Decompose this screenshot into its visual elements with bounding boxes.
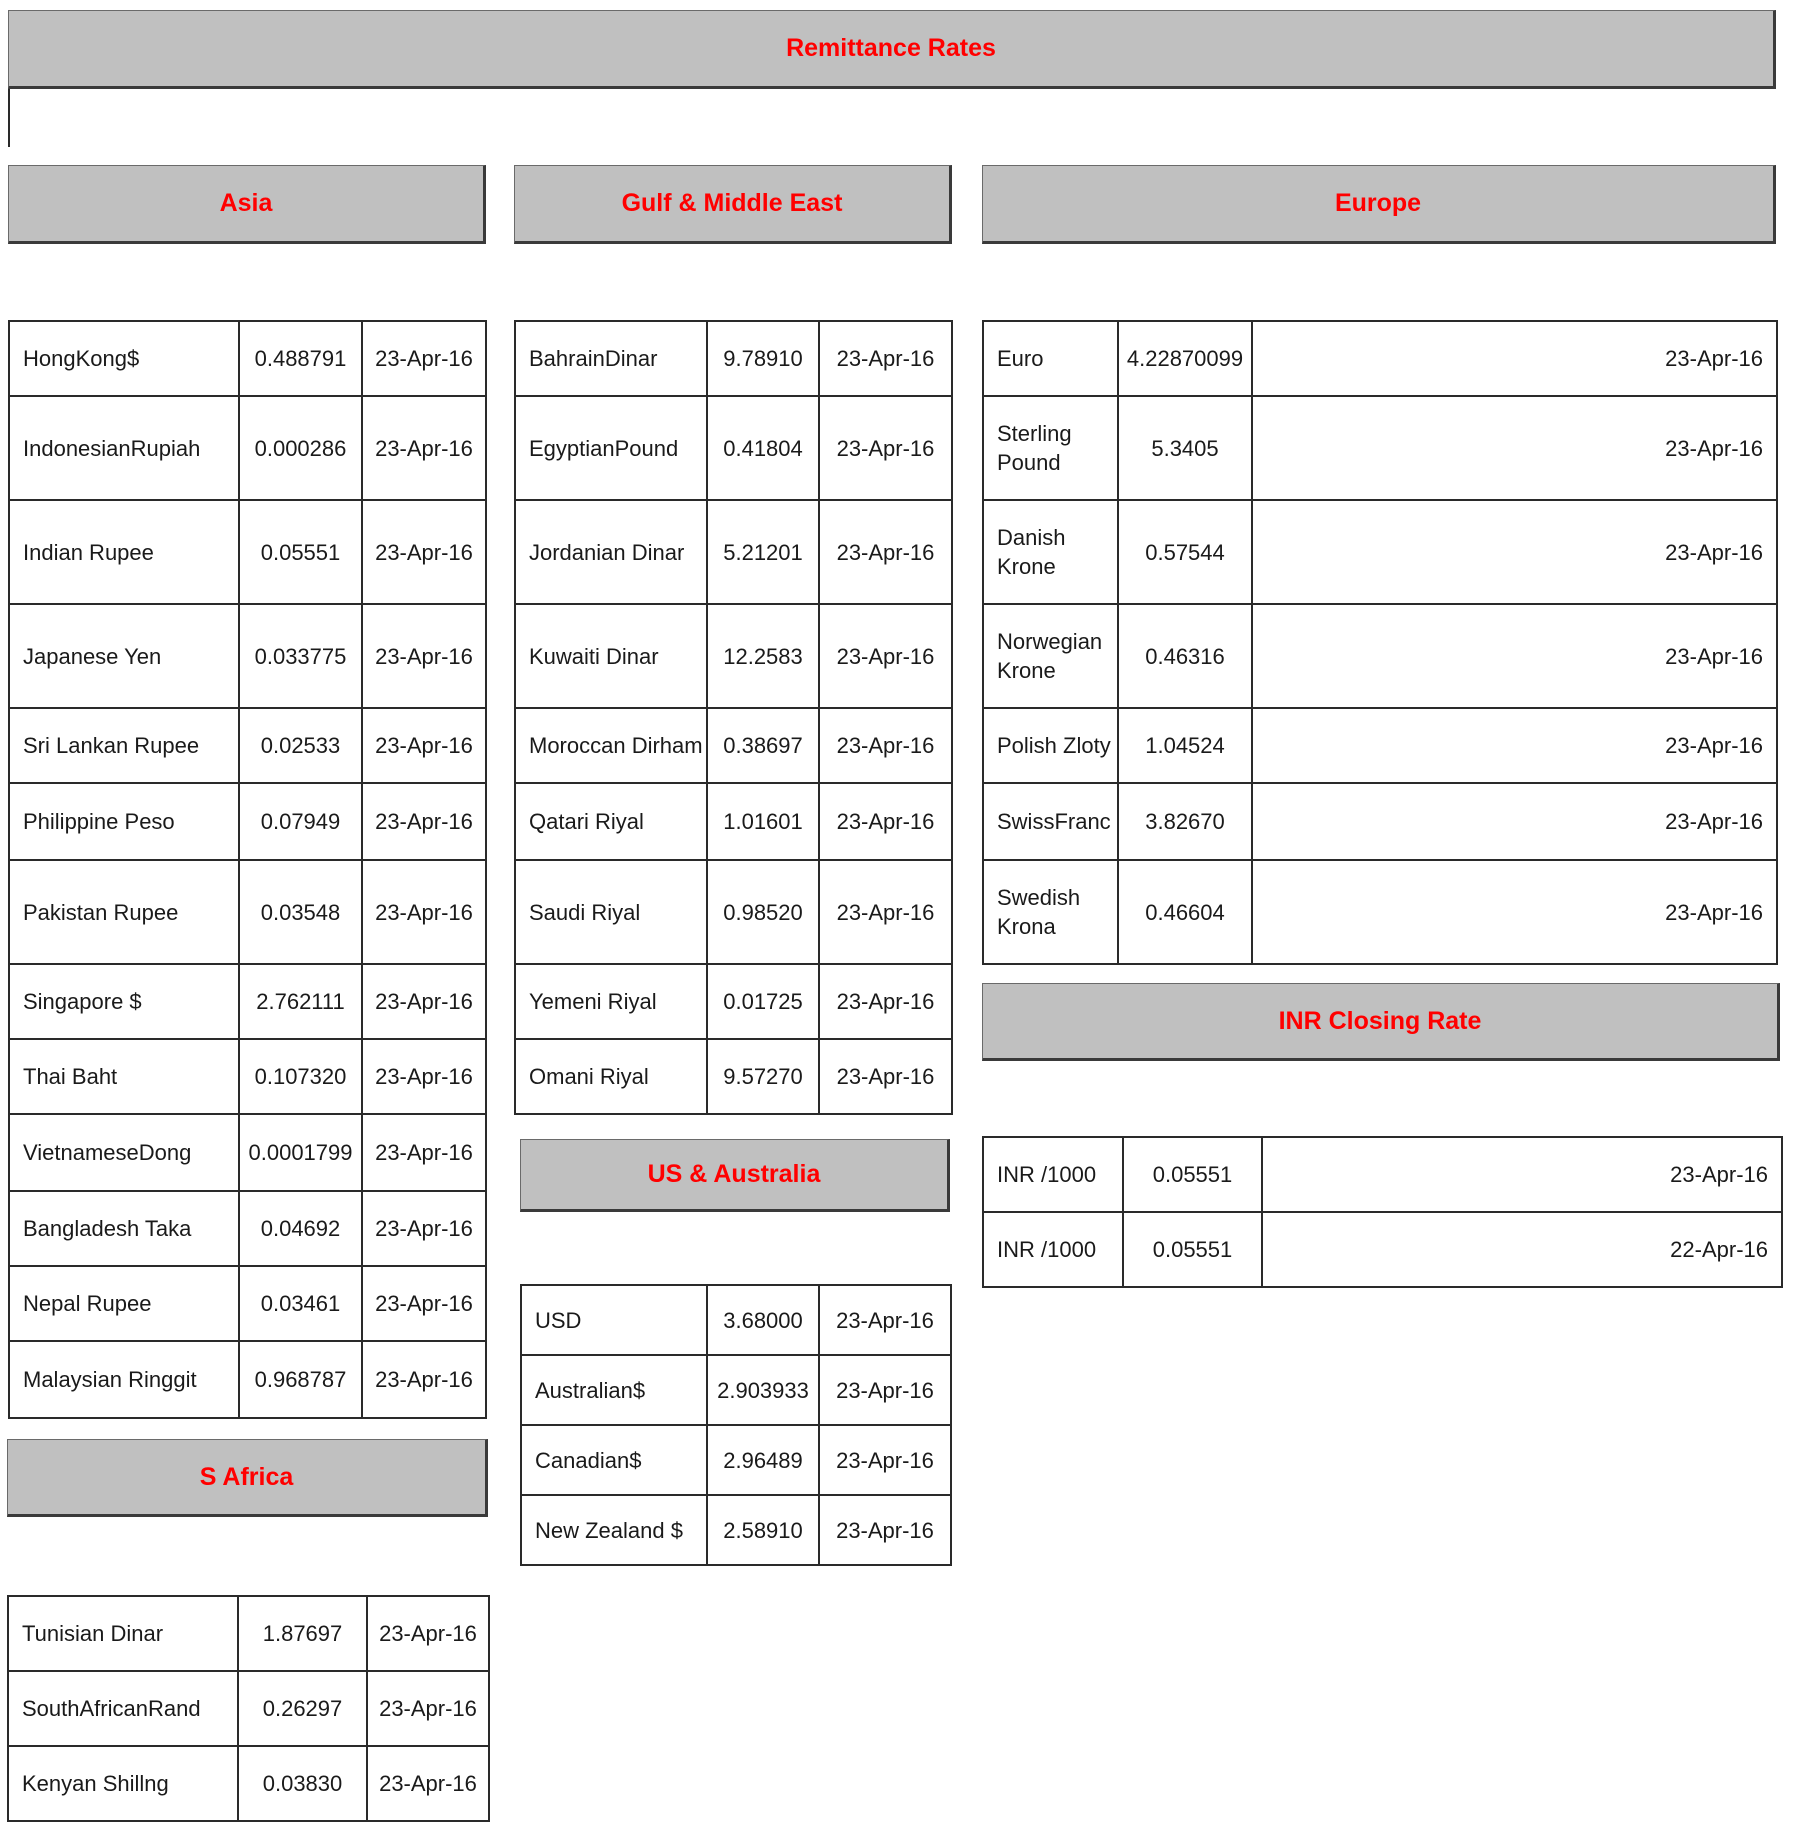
rate-value: 0.968787 [239,1341,362,1418]
rate-row [9,1266,486,1341]
rate-date: 23-Apr-16 [1252,708,1777,783]
currency-name: Moroccan Dirham [515,708,707,783]
section-title-gulf: Gulf & Middle East [621,189,843,217]
rate-date: 23-Apr-16 [362,964,486,1039]
section-title-us: US & Australia [647,1160,821,1188]
rate-value: 9.78910 [707,321,819,396]
europe-rates-body [983,321,1777,964]
rate-row [983,396,1777,500]
currency-name: Philippine Peso [9,783,239,860]
rate-date: 23-Apr-16 [367,1746,489,1821]
rate-value: 2.762111 [239,964,362,1039]
rate-row [521,1495,951,1565]
rate-date: 23-Apr-16 [1252,783,1777,860]
rate-value: 0.01725 [707,964,819,1039]
currency-name: Omani Riyal [515,1039,707,1114]
rate-row [8,1596,489,1671]
rate-value: 0.03461 [239,1266,362,1341]
rate-row [515,1039,952,1114]
currency-name: Sri Lankan Rupee [9,708,239,783]
europe-rates-table [982,320,1778,965]
rate-value: 0.98520 [707,860,819,964]
rate-date: 23-Apr-16 [1252,860,1777,964]
rate-row [983,1137,1782,1212]
rate-date: 23-Apr-16 [362,1039,486,1114]
rate-value: 0.57544 [1118,500,1252,604]
currency-name: Bangladesh Taka [9,1191,239,1266]
rate-row [9,964,486,1039]
currency-name: SouthAfricanRand [8,1671,238,1746]
us-rates-body [521,1285,951,1565]
rate-value: 0.488791 [239,321,362,396]
rate-row [983,321,1777,396]
rate-row [515,604,952,708]
asia-rates-table [8,320,487,1419]
rate-date: 23-Apr-16 [362,321,486,396]
currency-name: Danish Krone [983,500,1118,604]
rate-row [8,1671,489,1746]
section-title-inr: INR Closing Rate [1278,1006,1482,1035]
currency-name: Singapore $ [9,964,239,1039]
rate-value: 2.903933 [707,1355,819,1425]
currency-name: Thai Baht [9,1039,239,1114]
currency-name: EgyptianPound [515,396,707,500]
currency-name: Pakistan Rupee [9,860,239,964]
rate-row [983,500,1777,604]
rate-date: 23-Apr-16 [367,1596,489,1671]
section-header-asia [8,165,486,244]
rate-date: 23-Apr-16 [819,396,952,500]
rate-date: 23-Apr-16 [819,708,952,783]
rate-value: 3.82670 [1118,783,1252,860]
rate-row [515,500,952,604]
rate-date: 23-Apr-16 [362,396,486,500]
rate-row [9,1191,486,1266]
section-header-gulf [514,165,952,244]
rate-value: 4.22870099 [1118,321,1252,396]
inr-rates-body [983,1137,1782,1287]
currency-name: BahrainDinar [515,321,707,396]
rate-row [983,604,1777,708]
rate-date: 23-Apr-16 [1252,604,1777,708]
rate-date: 23-Apr-16 [819,1285,951,1355]
currency-name: Kuwaiti Dinar [515,604,707,708]
rate-row [9,783,486,860]
currency-name: Malaysian Ringgit [9,1341,239,1418]
currency-name: IndonesianRupiah [9,396,239,500]
section-header-europe [982,165,1776,244]
rate-date: 23-Apr-16 [819,1495,951,1565]
rate-row [9,860,486,964]
rate-date: 23-Apr-16 [819,1425,951,1495]
rate-row [515,860,952,964]
rate-value: 5.3405 [1118,396,1252,500]
currency-name: Saudi Riyal [515,860,707,964]
currency-name: VietnameseDong [9,1114,239,1191]
rate-value: 0.26297 [238,1671,367,1746]
rate-date: 22-Apr-16 [1262,1212,1782,1287]
rate-value: 1.01601 [707,783,819,860]
rate-value: 0.033775 [239,604,362,708]
rate-value: 0.05551 [1123,1212,1262,1287]
rate-date: 23-Apr-16 [362,500,486,604]
currency-name: Polish Zloty [983,708,1118,783]
rate-date: 23-Apr-16 [1252,500,1777,604]
rate-row [9,321,486,396]
rate-row [521,1355,951,1425]
rate-row [983,708,1777,783]
us-rates-table [520,1284,952,1566]
rate-value: 5.21201 [707,500,819,604]
rate-date: 23-Apr-16 [819,1355,951,1425]
rate-row [515,396,952,500]
page-title-text: Remittance Rates [786,34,996,62]
rate-row [9,500,486,604]
rate-value: 2.96489 [707,1425,819,1495]
rate-value: 0.03830 [238,1746,367,1821]
rate-row [515,321,952,396]
gulf-rates-body [515,321,952,1114]
rate-row [515,783,952,860]
rate-date: 23-Apr-16 [362,1341,486,1418]
rate-row [521,1285,951,1355]
rate-row [983,1212,1782,1287]
safrica-rates-body [8,1596,489,1821]
currency-name: Kenyan Shillng [8,1746,238,1821]
rate-row [515,708,952,783]
rate-date: 23-Apr-16 [362,604,486,708]
currency-name: Japanese Yen [9,604,239,708]
rate-row [9,1341,486,1418]
currency-name: Swedish Krona [983,860,1118,964]
rate-value: 0.04692 [239,1191,362,1266]
rate-date: 23-Apr-16 [819,1039,952,1114]
rate-value: 12.2583 [707,604,819,708]
rate-date: 23-Apr-16 [819,500,952,604]
rate-value: 0.02533 [239,708,362,783]
asia-rates-body [9,321,486,1418]
rate-date: 23-Apr-16 [1252,396,1777,500]
page-title [8,10,1776,89]
rate-row [9,1114,486,1191]
rate-date: 23-Apr-16 [819,321,952,396]
currency-name: Nepal Rupee [9,1266,239,1341]
currency-name: New Zealand $ [521,1495,707,1565]
rate-date: 23-Apr-16 [362,708,486,783]
currency-name: HongKong$ [9,321,239,396]
rate-row [9,1039,486,1114]
rate-date: 23-Apr-16 [819,860,952,964]
currency-name: Qatari Riyal [515,783,707,860]
section-header-inr [982,983,1780,1061]
rate-date: 23-Apr-16 [362,1191,486,1266]
currency-name: Tunisian Dinar [8,1596,238,1671]
rate-value: 0.07949 [239,783,362,860]
currency-name: Jordanian Dinar [515,500,707,604]
rate-row [8,1746,489,1821]
section-title-europe: Europe [1334,189,1422,217]
rate-date: 23-Apr-16 [1262,1137,1782,1212]
rate-row [983,860,1777,964]
safrica-rates-table [7,1595,490,1822]
currency-name: SwissFranc [983,783,1118,860]
rate-value: 0.0001799 [239,1114,362,1191]
rate-date: 23-Apr-16 [819,783,952,860]
rate-row [9,604,486,708]
rate-row [9,708,486,783]
rate-value: 0.46316 [1118,604,1252,708]
rate-value: 1.04524 [1118,708,1252,783]
currency-name: Euro [983,321,1118,396]
currency-name: INR /1000 [983,1137,1123,1212]
rate-date: 23-Apr-16 [362,783,486,860]
section-title-asia: Asia [219,189,273,217]
rate-value: 0.000286 [239,396,362,500]
rate-value: 1.87697 [238,1596,367,1671]
rate-row [9,396,486,500]
rate-row [983,783,1777,860]
currency-name: INR /1000 [983,1212,1123,1287]
rate-value: 9.57270 [707,1039,819,1114]
currency-name: Canadian$ [521,1425,707,1495]
rate-row [521,1425,951,1495]
rate-value: 0.41804 [707,396,819,500]
currency-name: Sterling Pound [983,396,1118,500]
rate-value: 0.03548 [239,860,362,964]
rate-row [515,964,952,1039]
rate-date: 23-Apr-16 [819,604,952,708]
rate-value: 0.38697 [707,708,819,783]
rate-date: 23-Apr-16 [362,860,486,964]
currency-name: Yemeni Riyal [515,964,707,1039]
rate-date: 23-Apr-16 [367,1671,489,1746]
rate-date: 23-Apr-16 [362,1114,486,1191]
section-title-safrica: S Africa [199,1462,294,1491]
rate-date: 23-Apr-16 [819,964,952,1039]
currency-name: USD [521,1285,707,1355]
rate-value: 0.107320 [239,1039,362,1114]
section-header-safrica [7,1439,488,1517]
inr-rates-table [982,1136,1783,1288]
rate-value: 0.05551 [1123,1137,1262,1212]
currency-name: Australian$ [521,1355,707,1425]
section-header-us [520,1139,950,1212]
gulf-rates-table [514,320,953,1115]
currency-name: Norwegian Krone [983,604,1118,708]
currency-name: Indian Rupee [9,500,239,604]
rate-date: 23-Apr-16 [362,1266,486,1341]
rate-value: 3.68000 [707,1285,819,1355]
rate-date: 23-Apr-16 [1252,321,1777,396]
rate-value: 0.46604 [1118,860,1252,964]
rate-value: 2.58910 [707,1495,819,1565]
rate-value: 0.05551 [239,500,362,604]
